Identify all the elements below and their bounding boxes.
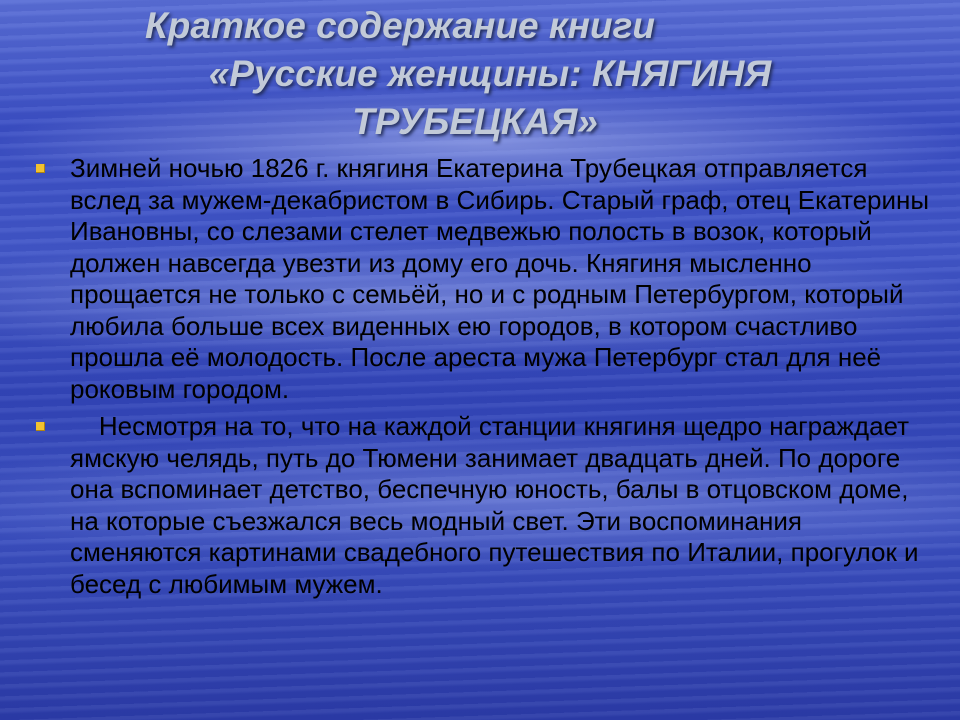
slide-title [0,2,960,146]
slide-body [36,153,936,600]
title-line-3: ТРУБЕЦКАЯ» [352,101,598,142]
title-line-2: «Русские женщины: КНЯГИНЯ [208,53,772,94]
paragraph-text: Несмотря на то, что на каждой станции княгиня щедро награждает ямскую челядь, путь до Тюмени занимает двадцать дней. По дороге она вспоминает детство, беспечную юность, балы в отцовском доме, на которые съезжался весь модный свет. Эти воспоминания сменяются картинами свадебного путешествия по Италии, прогулок и бесед с любимым мужем. [70,411,919,599]
bullet-paragraph [36,153,936,405]
bullet-paragraph [36,411,936,600]
square-bullet-icon [36,422,45,431]
title-line-1: Краткое содержание книги [145,5,655,46]
paragraph-text: Зимней ночью 1826 г. княгиня Екатерина Трубецкая отправляется вслед за мужем-декабристом в Сибирь. Старый граф, отец Екатерины Ивановны, со слезами стелет медвежью полость в возок, который должен навсегда увезти из дому его дочь. Княгиня мысленно прощается не только с семьёй, но и с родным Петербургом, который любила больше всех виденных ею городов, в котором счастливо прошла её молодость. После ареста мужа Петербург стал для неё роковым городом. [70,153,930,404]
square-bullet-icon [36,164,45,173]
